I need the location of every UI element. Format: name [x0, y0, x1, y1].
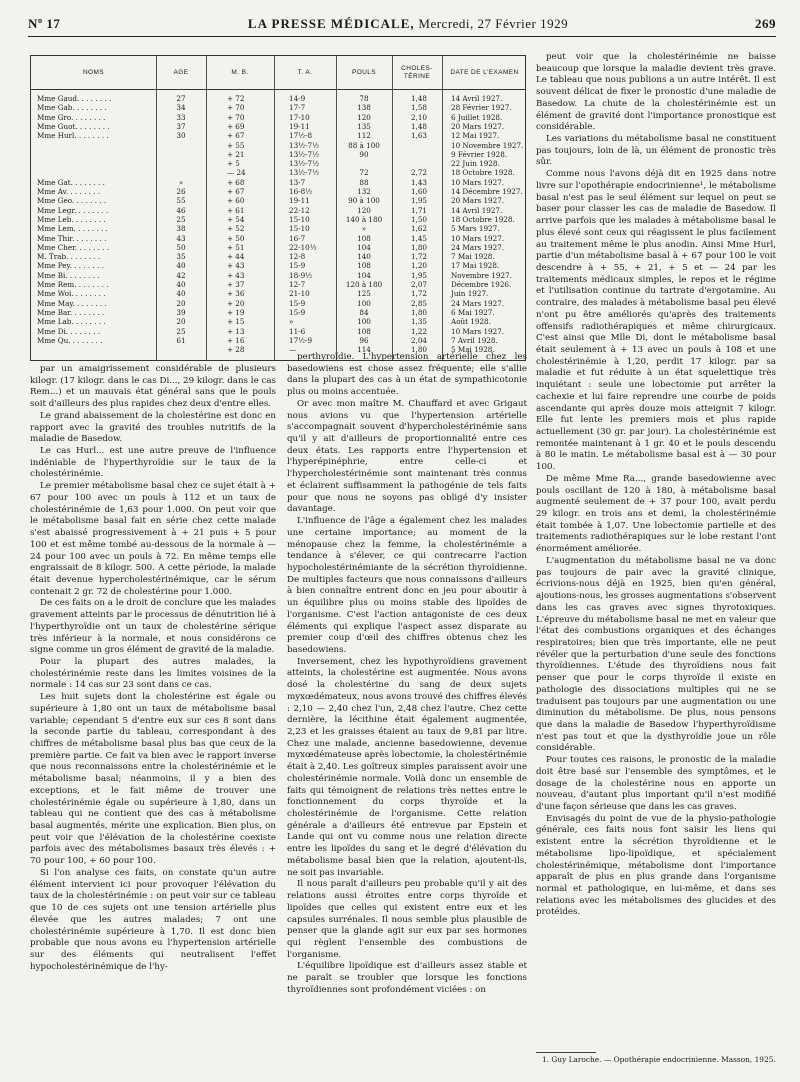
paragraph: Si l'on analyse ces faits, on constate qu'un autre élément intervient ici pour provoquer l'élévation du taux de la cholestérinémie : on peut voir sur ce tableau que 10 de ces sujets ont une tension artérielle plus élevée que les autres malades; 7 ont une cholestérinémie supérieure à 1,70. Il est donc bien probable que nous avons eu l'hypertension artérielle sur des éléments qui neutralisent l'effet hypocholestérinémique de l'hy-	[30, 867, 276, 972]
patient-name-cell: Mme Gaud. . . . . . . .	[37, 94, 112, 103]
col-header-pouls: POULS	[351, 69, 377, 76]
exam-date-cell: 10 Novembre 1927.	[451, 140, 524, 150]
cholesterol-cell: 2,04	[410, 335, 427, 345]
running-title	[148, 16, 668, 32]
patient-name-cell: Mme Bar. . . . . . . .	[37, 307, 105, 317]
exam-date-cell: 12 Mai 1927.	[451, 131, 500, 141]
cholesterol-cell: 1,80	[410, 242, 427, 252]
blood-pressure-cell: 17½-9	[289, 335, 313, 345]
table-row	[31, 94, 525, 103]
exam-date-cell: 24 Mars 1927.	[451, 298, 505, 308]
blood-pressure-cell: 12-7	[289, 280, 306, 289]
cholesterol-cell: 2,72	[410, 168, 427, 178]
exam-date-cell: 5 Mars 1927.	[451, 224, 500, 234]
table-row	[31, 243, 525, 252]
paragraph: Il nous paraît d'ailleurs peu probable qu'il y ait des relations aussi étroites entre corps thyroïde et lipoïdes que celles qui existent entre eux et les capsules surrénales. Il nous semble plus plausible de penser que la glande agit sur eux par ses hormones qui règlent l'ensemble des combustions de l'organisme.	[287, 879, 527, 960]
blood-pressure-cell: 15-10	[289, 214, 310, 224]
paragraph: Pour la plupart des autres malades, la cholestérinémie reste dans les limites voisines de la normale : 14 cas sur 23 sont dans ce cas.	[30, 656, 276, 691]
blood-pressure-cell: 16-8½	[289, 187, 313, 196]
text-column-2	[287, 352, 527, 997]
blood-pressure-cell: 13½-7½	[289, 149, 320, 159]
cholesterol-cell: 1,35	[410, 317, 427, 327]
paragraph: Or avec mon maître M. Chauffard et avec Grigaut nous avions vu que l'hypertension artérielle s'accompagnait souvent d'hypercholestérinémie sans qu'il y ait d'ailleurs de proportionnalité entre ces deux états. Les rapports entre l'hypertension et l'hyperépinéphrie, entre celle-ci et l'hypercholestérinémie sont maintenant très connus et éclairent suffisamment la pathogénie de tels faits pour que nous ne soyons pas obligé d'y insister davantage.	[287, 398, 527, 515]
cholesterol-cell: 1,72	[410, 252, 427, 262]
table-row	[31, 196, 525, 205]
blood-pressure-cell: 13½-7½	[289, 140, 320, 150]
age-cell: 26	[176, 187, 186, 196]
age-cell: 43	[176, 233, 186, 243]
basal-metabolism-cell: + 19	[227, 307, 245, 317]
age-cell: 37	[176, 121, 186, 131]
col-header-age: AGE	[173, 69, 189, 76]
basal-metabolism-cell: + 20	[227, 298, 245, 308]
patient-name-cell: Mme Legr. . . . . . . .	[37, 205, 109, 215]
blood-pressure-cell: 11-6	[289, 326, 306, 336]
pulse-cell: 108	[357, 261, 371, 271]
basal-metabolism-cell: + 51	[227, 242, 245, 252]
cholesterol-cell: 1,45	[410, 233, 427, 243]
age-cell: 40	[176, 261, 186, 271]
blood-pressure-cell: 17½-8	[289, 131, 313, 141]
age-cell: 38	[176, 224, 186, 234]
basal-metabolism-cell: + 54	[227, 214, 245, 224]
cholesterol-cell: 1,48	[410, 94, 427, 103]
basal-metabolism-cell: + 21	[227, 149, 245, 159]
blood-pressure-cell: 13-7	[289, 177, 306, 187]
patient-name-cell: Mme Lab. . . . . . . .	[37, 317, 106, 327]
blood-pressure-cell: 22-10½	[289, 242, 317, 252]
table-row	[31, 103, 525, 112]
cholesterol-cell: 1,71	[410, 205, 427, 215]
exam-date-cell: 9 Février 1928.	[451, 149, 508, 159]
basal-metabolism-cell: — 24	[227, 168, 246, 178]
exam-date-cell: 14 Décembre 1927.	[451, 187, 523, 196]
cholesterol-cell: 2,10	[410, 112, 427, 122]
exam-date-cell: 6 Juillet 1928.	[451, 112, 503, 122]
exam-date-cell: 20 Mars 1927.	[451, 121, 505, 131]
basal-metabolism-cell: + 15	[227, 317, 245, 327]
exam-date-cell: 14 Avril 1927.	[451, 205, 503, 215]
exam-date-cell: 10 Mars 1927.	[451, 233, 505, 243]
cholesterol-cell: 2,07	[410, 280, 427, 289]
pulse-cell: 120	[357, 112, 371, 122]
exam-date-cell: 18 Octobre 1928.	[451, 168, 515, 178]
blood-pressure-cell: 15-9	[289, 298, 306, 308]
table-row	[31, 215, 525, 224]
pulse-cell: 100	[357, 317, 371, 327]
basal-metabolism-cell: + 67	[227, 131, 245, 141]
patient-name-cell: Mme May. . . . . . . .	[37, 298, 107, 308]
cholesterol-cell: 1,43	[410, 177, 427, 187]
col-header-date: DATE DE L'EXAMEN	[450, 69, 519, 76]
table-row	[31, 131, 525, 140]
blood-pressure-cell: 22-12	[289, 205, 310, 215]
pulse-cell: 84	[359, 307, 369, 317]
text-column-1	[30, 364, 276, 973]
text-column-3	[536, 52, 776, 919]
exam-date-cell: Juin 1927.	[451, 289, 489, 299]
patient-name-cell: Mme Pey. . . . . . . .	[37, 261, 104, 271]
patient-name-cell: Mme Woi. . . . . . . .	[37, 289, 106, 299]
exam-date-cell: 10 Mars 1927.	[451, 326, 505, 336]
exam-date-cell: 7 Mai 1928.	[451, 252, 495, 262]
table-row	[31, 261, 525, 270]
cholesterol-cell: 1,95	[410, 196, 427, 206]
table-row	[31, 234, 525, 243]
exam-date-cell: 5 Mai 1928.	[451, 345, 495, 355]
table-row	[31, 252, 525, 261]
pulse-cell: 72	[359, 168, 369, 178]
pulse-cell: 114	[357, 345, 371, 355]
basal-metabolism-cell: + 52	[227, 224, 245, 234]
age-cell: 39	[176, 307, 186, 317]
patient-name-cell: Mme Cher. . . . . . . .	[37, 242, 110, 252]
col-header-cholesterine: CHOLES-TÉRINE	[401, 65, 433, 80]
exam-date-cell: 28 Février 1927.	[451, 103, 512, 113]
blood-pressure-cell: 21-10	[289, 289, 310, 299]
exam-date-cell: 18 Octobre 1928.	[451, 214, 515, 224]
paragraph: Le grand abaissement de la cholestérine est donc en rapport avec la gravité des troubles nutritifs de la maladie de Basedow.	[30, 410, 276, 445]
age-cell: 61	[176, 335, 186, 345]
basal-metabolism-cell: + 37	[227, 280, 245, 289]
blood-pressure-cell: 13½-7½	[289, 159, 320, 169]
exam-date-cell: 6 Mai 1927.	[451, 307, 495, 317]
cholesterol-cell: 1,58	[410, 103, 427, 113]
patient-name-cell: Mme Lem. . . . . . . .	[37, 224, 108, 234]
paragraph: Les huit sujets dont la cholestérine est égale ou supérieure à 1,80 ont un taux de métabolisme basal variable; cependant 5 d'entre eux sur ces 8 sont dans la seconde partie du tableau, correspondant à des chiffres de métabolisme basal plus bas que ceux de la première partie. Ce fait va bien avec le rapport inverse que nous reconnaissons entre la cholestérinémie et le métabolisme basal; néanmoins, il y a bien des exceptions, et le fait même de trouver une cholestérinémie égale ou supérieure à 1,80, dans un tableau qui ne contient que des cas à métabolisme basal augmentés, mérite une explication. Bien plus, on peut voir que l'élévation de la cholestérine coexiste parfois avec des métabolismes basaux très élevés : + 70 pour 100, + 60 pour 100.	[30, 692, 276, 867]
pulse-cell: 104	[357, 270, 371, 280]
col-header-noms: NOMS	[82, 69, 105, 76]
basal-metabolism-cell: + 72	[227, 94, 245, 103]
exam-date-cell: Novembre 1927.	[451, 270, 512, 280]
footnote-rule	[536, 1052, 596, 1053]
paragraph: Comme nous l'avons déjà dit en 1925 dans notre livre sur l'opothérapie endocrinienne¹, le métabolisme basal n'est pas le seul élément sur lequel on peut se baser pour classer les cas de maladie de Basedow. Il arrive parfois que les malades à métabolisme basal le plus élevé sont ceux qui réagissent le plus facilement au traitement même le plus anodin. Ainsi Mme Hurl, partie d'un métabolisme basal à + 67 pour 100 le voit descendre à + 55, + 21, + 5 et — 24 par les traitements médicaux simples, le repos et le régime et l'utilisation continue du tartrate d'ergotamine. Au contraire, des malades à métabolisme basal peu élevé n'ont pu être améliorés qu'après des traitements offensifs radiothérapiques et même chirurgicaux. C'est ainsi que Mlle Di, dont le métabolisme basal était seulement à + 13 avec un pouls à 108 et une cholestérinémie à 1,20, perdit 17 kilogr. par sa maladie et fut réduite à un état squelettique très inquiétant : seule une lobectomie put arrêter la cachexie et lui faire reprendre une courbe de poids ascendante qui après douze mois atteignit 7 kilogr. Elle fut lente les premiers mois et plus rapide actuellement (30 gr. par jour). La cholestérinémie est remontée maintenant à 1 gr. 40 et le pouls descendu à 80 le matin. Le métabolisme basal est à — 30 pour 100.	[536, 169, 776, 473]
paragraph: par un amaigrissement considérable de plusieurs kilogr. (17 kilogr. dans le cas Di..., 29 kilogr. dans le cas Rem...) et un mauvais état général sans que le pouls soit d'ailleurs des plus rapides chez deux d'entre elles.	[30, 364, 276, 410]
age-cell: 33	[176, 112, 186, 122]
blood-pressure-cell: 16-7	[289, 233, 306, 243]
col-header-ta: T. A.	[297, 69, 313, 76]
paragraph: L'augmentation du métabolisme basal ne va donc pas toujours de pair avec la gravité clinique, écrivions-nous déjà en 1925, bien qu'en général, ajoutions-nous, les grosses augmentations s'observent dans les cas graves avec signes thyrotoxiques. L'épreuve du métabolisme basal ne met en valeur que l'état des combustions organiques et des échanges respiratoires; bien que très importante, elle ne peut révéler que la perturbation d'une seule des fonctions thyroïdiennes. L'étude des thyroïdiens nous fait penser que pour le corps thyroïde il existe en pathologie des dissociations multiples qui ne se traduisent pas toujours par une augmentation ou une diminution du métabolisme. De plus, nous pensons que dans la maladie de Basedow l'hyperthyroïdisme n'est pas tout et que la dysthyroïdie joue un rôle considérable.	[536, 555, 776, 754]
data-table	[30, 55, 526, 361]
table-row	[31, 271, 525, 280]
cholesterol-cell: 1,50	[410, 214, 427, 224]
paragraph: peut voir que la cholestérinémie ne baisse beaucoup que lorsque la maladie devient très grave. Le tableau que nous publions a un autre intérêt. Il est souvent délicat de fixer le pronostic d'une maladie de Basedow. La chute de la cholestérinémie est un élément de gravité dont l'importance pronostique est considérable.	[536, 52, 776, 133]
basal-metabolism-cell: + 43	[227, 270, 245, 280]
paragraph: L'équilibre lipoïdique est d'ailleurs assez stable et ne paraît se troubler que lorsque les fonctions thyroïdiennes sont profondément viciées : on	[287, 961, 527, 995]
patient-name-cell: Mme Thir. . . . . . . .	[37, 233, 107, 243]
paragraph: Les variations du métabolisme basal ne constituent pas toujours, loin de là, un élément de pronostic très sûr.	[536, 134, 776, 168]
table-row	[31, 317, 525, 326]
basal-metabolism-cell: + 69	[227, 121, 245, 131]
blood-pressure-cell: 19-11	[289, 121, 310, 131]
blood-pressure-cell: 15-9	[289, 261, 306, 271]
basal-metabolism-cell: + 43	[227, 261, 245, 271]
basal-metabolism-cell: + 68	[227, 177, 245, 187]
page-header	[28, 14, 776, 36]
age-cell: 25	[176, 214, 186, 224]
pulse-cell: 140	[357, 252, 371, 262]
table-row	[31, 150, 525, 159]
basal-metabolism-cell: + 70	[227, 112, 245, 122]
table-row	[31, 308, 525, 317]
exam-date-cell: 24 Mars 1927.	[451, 242, 505, 252]
blood-pressure-cell: 15-9	[289, 307, 306, 317]
patient-name-cell: Mme Gab. . . . . . . .	[37, 103, 107, 113]
exam-date-cell: 10 Mars 1927.	[451, 177, 505, 187]
age-cell: 34	[176, 103, 186, 113]
table-row	[31, 178, 525, 187]
table-row	[31, 113, 525, 122]
basal-metabolism-cell: + 55	[227, 140, 245, 150]
basal-metabolism-cell: + 5	[227, 159, 240, 169]
cholesterol-cell: 1,22	[410, 326, 427, 336]
age-cell: 55	[176, 196, 186, 206]
patient-name-cell: Mme Di. . . . . . . .	[37, 326, 101, 336]
pulse-cell: 108	[357, 233, 371, 243]
cholesterol-cell: 1,80	[410, 345, 427, 355]
paragraph: perthyroïdie. L'hypertension artérielle chez les basedowiens est chose assez fréquente; elle s'allie dans la plupart des cas à un état de sympathicotonie plus ou moins accentuée.	[287, 352, 527, 398]
pulse-cell: 132	[357, 187, 371, 196]
issue-number: Nº 17	[28, 16, 61, 31]
cholesterol-cell: 1,63	[410, 131, 427, 141]
pulse-cell: »	[361, 224, 367, 234]
exam-date-cell: 14 Avril 1927.	[451, 94, 503, 103]
pulse-cell: 96	[359, 335, 369, 345]
table-row	[31, 122, 525, 131]
blood-pressure-cell: —	[289, 345, 297, 355]
footnote: 1. Guy Laroche. — Opothérapie endocrinienne. Masson, 1925.	[542, 1055, 776, 1064]
patient-name-cell: Mme Hurl. . . . . . . .	[37, 131, 109, 141]
paragraph: L'influence de l'âge a également chez les malades une certaine importance; au moment de la ménopause chez la femme, la cholestérinémie a tendance à s'élever, ce qui contrecarre l'action hypocholestérinémiante de la sécrétion thyroïdienne. De multiples facteurs que nous connaissons d'ailleurs à bien connaître entrent donc en jeu pour aboutir à un équilibre plus ou moins stable des lipoïdes de l'organisme. C'est l'action antagoniste de ces deux éléments qui explique l'aspect assez disparate au premier coup d'œil des chiffres obtenus chez les basedowiens.	[287, 516, 527, 655]
cholesterol-cell: 1,60	[410, 187, 427, 196]
age-cell: 40	[176, 280, 186, 289]
exam-date-cell: 20 Mars 1927.	[451, 196, 505, 206]
pulse-cell: 120	[357, 205, 371, 215]
pulse-cell: 104	[357, 242, 371, 252]
publication-name: LA PRESSE MÉDICALE,	[247, 16, 415, 31]
patient-name-cell: Mme Qu. . . . . . . .	[37, 335, 103, 345]
blood-pressure-cell: 19-11	[289, 196, 310, 206]
table-row	[31, 280, 525, 289]
pulse-cell: 108	[357, 326, 371, 336]
table-row	[31, 299, 525, 308]
patient-name-cell: Mme Gro. . . . . . . .	[37, 112, 106, 122]
blood-pressure-cell: 13½-7½	[289, 168, 320, 178]
publication-date: Mercredi, 27 Février 1929	[418, 16, 569, 31]
table-header	[31, 56, 525, 90]
pulse-cell: 100	[357, 298, 371, 308]
basal-metabolism-cell: + 60	[227, 196, 245, 206]
table-row	[31, 141, 525, 150]
col-header-mb: M. B.	[231, 69, 249, 76]
pulse-cell: 88	[359, 177, 369, 187]
age-cell: 50	[176, 242, 186, 252]
page-number: 269	[755, 16, 776, 31]
paragraph: Le cas Hurl... est une autre preuve de l'influence indéniable de l'hyperthyroïdie sur le taux de la cholestérinémie.	[30, 446, 276, 480]
age-cell: 20	[176, 317, 186, 327]
cholesterol-cell: 1,80	[410, 307, 427, 317]
patient-name-cell: Mme Rem. . . . . . . .	[37, 280, 109, 289]
cholesterol-cell: 1,48	[410, 121, 427, 131]
pulse-cell: 135	[357, 121, 371, 131]
paragraph: Envisagés du point de vue de la physio-pathologie générale, ces faits nous font saisir les liens qui existent entre la sécrétion thyroïdienne et le métabolisme lipo-lipoïdique, et spécialement cholestérinémique, métabolisme dont l'importance apparaît de plus en plus grande dans l'organisme normal et pathologique, en lui-même, et dans ses relations avec les métabolismes des glucides et des protéides.	[536, 813, 776, 918]
basal-metabolism-cell: + 16	[227, 335, 245, 345]
paragraph: De même Mme Ra..., grande basedowienne avec pouls oscillant de 120 à 180, à métabolisme basal augmenté seulement de + 37 pour 100, avait perdu 29 kilogr. en trois ans et demi, la cholestérinémie était tombée à 1,07. Une lobectomie partielle et des traitements radiothérapiques sur le lobe restant l'ont énormément améliorée.	[536, 473, 776, 555]
cholesterol-cell: 1,62	[410, 224, 427, 234]
table-row	[31, 336, 525, 345]
pulse-cell: 112	[357, 131, 371, 141]
table-row	[31, 224, 525, 233]
paragraph: Inversement, chez les hypothyroïdiens gravement atteints, la cholestérine est augmentée. Nous avons dosé la cholestérine du sang de deux sujets myxœdémateux, nous avons trouvé des chiffres élevés : 2,10 — 2,40 chez l'un, 2,48 chez l'autre. Chez cette dernière, la lécithine était également augmentée, 2,23 et les graisses étaient au taux de 9,81 par litre. Chez une malade, ancienne basedowienne, devenue myxœdémateuse après lobectomie, la cholestérinémie était à 2,40. Les goîtreux simples paraissent avoir une cholestérinémie normale. Voilà donc un ensemble de faits qui témoignent de relations très nettes entre le fonctionnement du corps thyroïde et la cholestérinémie de l'organisme. Cette relation générale a d'ailleurs été entrevue par Epstein et Lande qui ont vu comme nous une relation directe entre les lipoïdes du sang et le degré d'élévation du métabolisme basal bien que la relation, ajoutent-ils, ne soit pas invariable.	[287, 656, 527, 878]
table-row	[31, 187, 525, 196]
patient-name-cell: Mme Gat. . . . . . . .	[37, 177, 105, 187]
cholesterol-cell: 1,20	[410, 261, 427, 271]
patient-name-cell: M. Trab. . . . . . . .	[37, 252, 101, 262]
table-row	[31, 159, 525, 168]
blood-pressure-cell: 17-10	[289, 112, 310, 122]
age-cell: 20	[176, 298, 186, 308]
pulse-cell: 88 à 100	[348, 140, 380, 150]
cholesterol-cell: 1,95	[410, 270, 427, 280]
blood-pressure-cell: 15-10	[289, 224, 310, 234]
age-cell: 42	[176, 270, 186, 280]
blood-pressure-cell: »	[289, 317, 294, 327]
blood-pressure-cell: 12-8	[289, 252, 306, 262]
header-rule	[28, 36, 776, 37]
exam-date-cell: 17 Mai 1928.	[451, 261, 500, 271]
patient-name-cell: Mme Av. . . . . . . .	[37, 187, 101, 196]
blood-pressure-cell: 18-9½	[289, 270, 313, 280]
age-cell: 25	[176, 326, 186, 336]
age-cell: 27	[176, 94, 186, 103]
age-cell: 40	[176, 289, 186, 299]
basal-metabolism-cell: + 50	[227, 233, 245, 243]
exam-date-cell: 7 Avril 1928.	[451, 335, 498, 345]
table-row	[31, 289, 525, 298]
age-cell: »	[178, 177, 184, 187]
basal-metabolism-cell: + 44	[227, 252, 245, 262]
age-cell: 46	[176, 205, 186, 215]
pulse-cell: 125	[357, 289, 371, 299]
patient-name-cell: Mme Bi. . . . . . . .	[37, 270, 100, 280]
basal-metabolism-cell: + 70	[227, 103, 245, 113]
exam-date-cell: 22 Juin 1928.	[451, 159, 500, 169]
exam-date-cell: Août 1928.	[451, 317, 491, 327]
pulse-cell: 120 à 180	[345, 280, 383, 289]
basal-metabolism-cell: + 13	[227, 326, 245, 336]
patient-name-cell: Mme Leb. . . . . . . .	[37, 214, 106, 224]
patient-name-cell: Mme Geo. . . . . . . .	[37, 196, 107, 206]
table-row	[31, 206, 525, 215]
patient-name-cell: Mme Guot. . . . . . . .	[37, 121, 110, 131]
pulse-cell: 138	[357, 103, 371, 113]
paragraph: Le premier métabolisme basal chez ce sujet était à + 67 pour 100 avec un pouls à 112 et un taux de cholestérinémie de 1,63 pour 1.000. On peut voir que le métabolisme basal fait en série chez cette malade s'est abaissé progressivement à + 21 puis + 5 pour 100 et est même tombé au-dessous de la normale à — 24 pour 100 avec un pouls à 72. En même temps elle engraissait de 8 kilogr. 500. A cette période, la malade était devenue hypercholestérinémique, car le sérum contenait 2 gr. 72 de cholestérine pour 1.000.	[30, 481, 276, 597]
cholesterol-cell: 1,72	[410, 289, 427, 299]
pulse-cell: 140 à 180	[345, 214, 383, 224]
pulse-cell: 90	[359, 149, 369, 159]
basal-metabolism-cell: + 28	[227, 345, 245, 355]
pulse-cell: 90 à 100	[348, 196, 380, 206]
blood-pressure-cell: 14-9	[289, 94, 306, 103]
age-cell: 30	[176, 131, 186, 141]
blood-pressure-cell: 17-7	[289, 103, 306, 113]
paragraph: De ces faits on a le droit de conclure que les malades gravement atteints par le processus de dénutrition lié à l'hyperthyroïdie ont un taux de cholestérine sérique très inférieur à la normale, et nous considérons ce signe comme un gros élément de gravité de la maladie.	[30, 598, 276, 656]
table-row	[31, 327, 525, 336]
cholesterol-cell: 2,85	[410, 298, 427, 308]
pulse-cell: 78	[359, 94, 369, 103]
basal-metabolism-cell: + 36	[227, 289, 245, 299]
paragraph: Pour toutes ces raisons, le pronostic de la maladie doit être basé sur l'ensemble des symptômes, et le dosage de la cholestérine nous en apporte un nouveau, d'autant plus important qu'il n'est modifié d'une façon sérieuse que dans les cas graves.	[536, 755, 776, 812]
age-cell: 35	[176, 252, 186, 262]
exam-date-cell: Décembre 1926.	[451, 280, 512, 289]
table-row	[31, 168, 525, 177]
basal-metabolism-cell: + 67	[227, 187, 245, 196]
basal-metabolism-cell: + 61	[227, 205, 245, 215]
